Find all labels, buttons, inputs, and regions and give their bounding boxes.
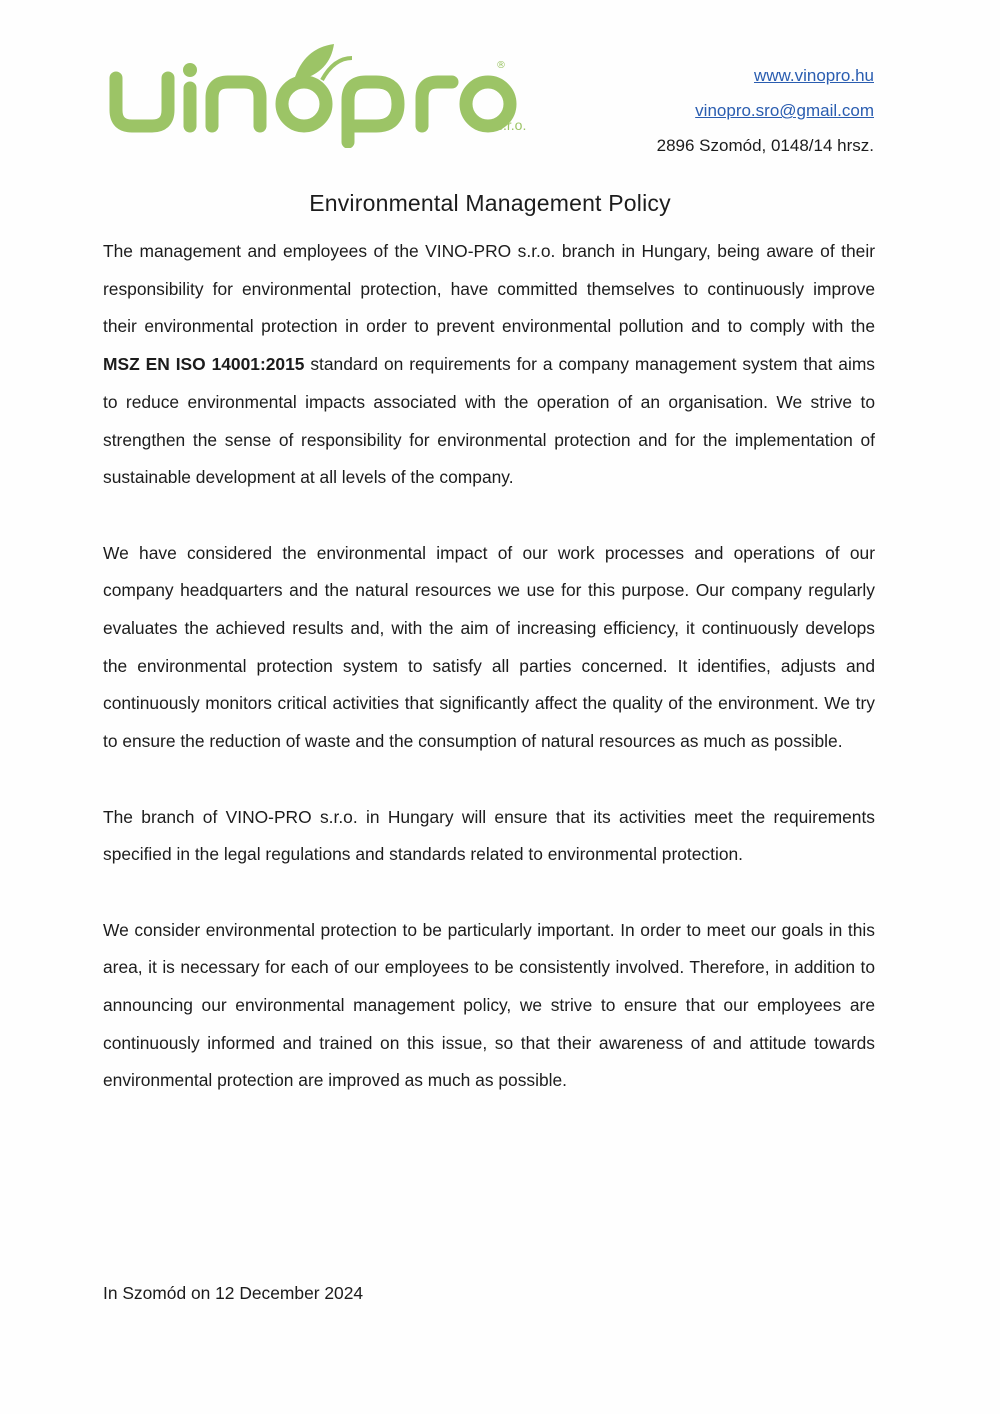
place-and-date: In Szomód on 12 December 2024 [103,1283,364,1303]
paragraph-3: The branch of VINO-PRO s.r.o. in Hungary will ensure that its activities meet the requirements specified in the legal regulations and standards related to environmental protection. [103,806,875,865]
document-title: Environmental Management Policy [309,190,671,216]
vinopro-logo [108,38,548,148]
contact-block [657,58,874,163]
iso-standard-reference: MSZ EN ISO 14001:2015 [103,354,305,375]
paragraph-1-end: standard on requirements for a company management system that aims to reduce environmental impacts associated with the operation of an organisation. We strive to strengthen the sense of responsibility for environmental protection and for the implementation of sustainable development at all levels of the company. [103,354,875,488]
vinopro-logo-graphic [108,38,548,148]
document-body [103,233,875,1138]
paragraph-1 [103,233,875,497]
paragraph-4: We consider environmental protection to be particularly important. In order to meet our goals in this area, it is necessary for each of our employees to be consistently involved. Therefore, in addition to announcing our environmental management policy, we strive to ensure that our employees are continuously informed and trained on this issue, so that their awareness of and attitude towards environmental protection are improved as much as possible. [103,919,875,1091]
address-text: 2896 Szomód, 0148/14 hrsz. [656,136,874,155]
paragraph-1-start: The management and employees of the VINO-PRO s.r.o. branch in Hungary, being aware of their responsibility for environmental protection, have committed themselves to continuously improve their environmental protection in order to prevent environmental pollution and to comply with the [103,241,875,337]
paragraph-2: We have considered the environmental impact of our work processes and operations of our company headquarters and the natural resources we use for this purpose. Our company regularly evaluates the achieved results and, with the aim of increasing efficiency, it continuously develops the environmental protection system to satisfy all parties concerned. It identifies, adjusts and continuously monitors critical activities that significantly affect the quality of the environment. We try to ensure the reduction of waste and the consumption of natural resources as much as possible. [103,542,875,752]
registered-mark: ® [496,60,506,71]
email-link[interactable]: vinopro.sro@gmail.com [695,101,874,120]
website-link[interactable]: www.vinopro.hu [753,66,874,85]
logo-suffix: s.r.o. [496,117,527,133]
